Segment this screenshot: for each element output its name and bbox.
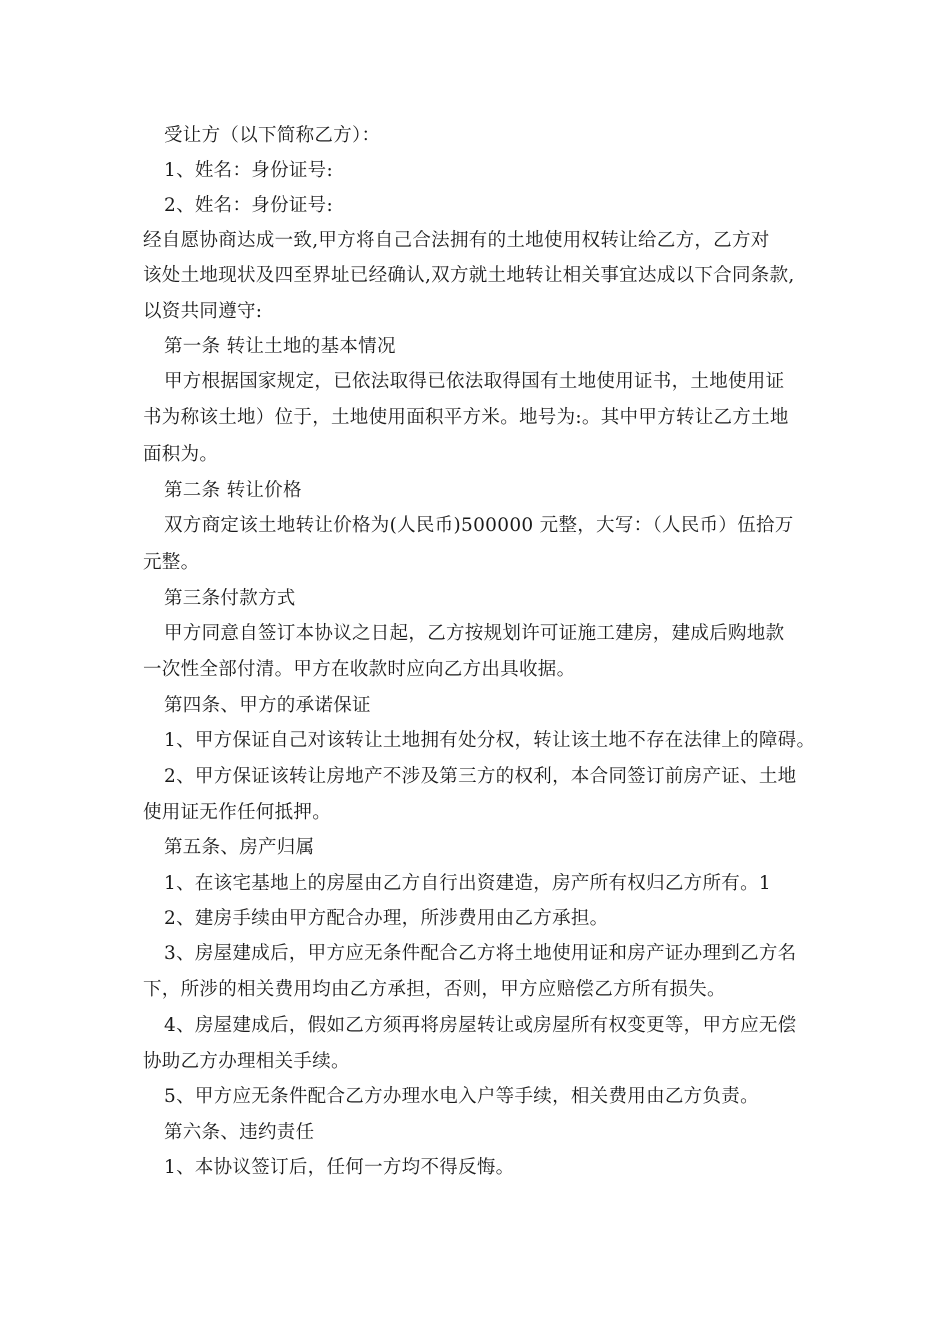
- section-heading: 第五条、房产归属: [164, 837, 315, 858]
- text-line: 1、姓名：身份证号:: [164, 160, 334, 181]
- text-line: 协助乙方办理相关手续。: [143, 1051, 350, 1072]
- text-line: 3、房屋建成后，甲方应无条件配合乙方将土地使用证和房产证办理到乙方名: [164, 943, 797, 964]
- section-heading: 第二条 转让价格: [164, 480, 302, 501]
- text-line: 一次性全部付清。甲方在收款时应向乙方出具收据。: [143, 659, 576, 680]
- text-line: 甲方根据国家规定，已依法取得已依法取得国有土地使用证书，土地使用证: [164, 371, 785, 392]
- text-line: 甲方同意自签订本协议之日起，乙方按规划许可证施工建房，建成后购地款: [164, 623, 785, 644]
- text-line: 1、本协议签订后，任何一方均不得反悔。: [164, 1157, 515, 1178]
- text-line: 元整。: [143, 552, 200, 573]
- text-line: 4、房屋建成后，假如乙方须再将房屋转让或房屋所有权变更等，甲方应无偿: [164, 1015, 797, 1036]
- text-line: 该处土地现状及四至界址已经确认,双方就土地转让相关事宜达成以下合同条款,: [143, 265, 795, 286]
- text-line: 经自愿协商达成一致,甲方将自己合法拥有的土地使用权转让给乙方，乙方对: [143, 230, 770, 251]
- text-line: 2、建房手续由甲方配合办理，所涉费用由乙方承担。: [164, 908, 609, 929]
- text-line: 以资共同遵守:: [143, 301, 263, 322]
- text-line: 下，所涉的相关费用均由乙方承担，否则，甲方应赔偿乙方所有损失。: [143, 979, 726, 1000]
- section-heading: 第四条、甲方的承诺保证: [164, 695, 371, 716]
- text-line: 1、在该宅基地上的房屋由乙方自行出资建造，房产所有权归乙方所有。1: [164, 873, 771, 894]
- section-heading: 第三条付款方式: [164, 588, 296, 609]
- text-line: 1、甲方保证自己对该转让土地拥有处分权，转让该土地不存在法律上的障碍。: [164, 730, 816, 751]
- text-line: 面积为。: [143, 444, 219, 465]
- text-line: 双方商定该土地转让价格为(人民币)500000 元整，大写：（人民币）伍拾万: [164, 515, 794, 536]
- section-heading: 第六条、违约责任: [164, 1122, 315, 1143]
- text-line: 5、甲方应无条件配合乙方办理水电入户等手续，相关费用由乙方负责。: [164, 1086, 759, 1107]
- text-line: 受让方（以下简称乙方）：: [164, 125, 381, 146]
- section-heading: 第一条 转让土地的基本情况: [164, 336, 396, 357]
- text-line: 书为称该土地）位于，土地使用面积平方米。地号为:。其中甲方转让乙方土地: [143, 407, 789, 428]
- text-line: 2、甲方保证该转让房地产不涉及第三方的权利，本合同签订前房产证、土地: [164, 766, 797, 787]
- text-line: 使用证无作任何抵押。: [143, 802, 332, 823]
- text-line: 2、姓名：身份证号:: [164, 195, 334, 216]
